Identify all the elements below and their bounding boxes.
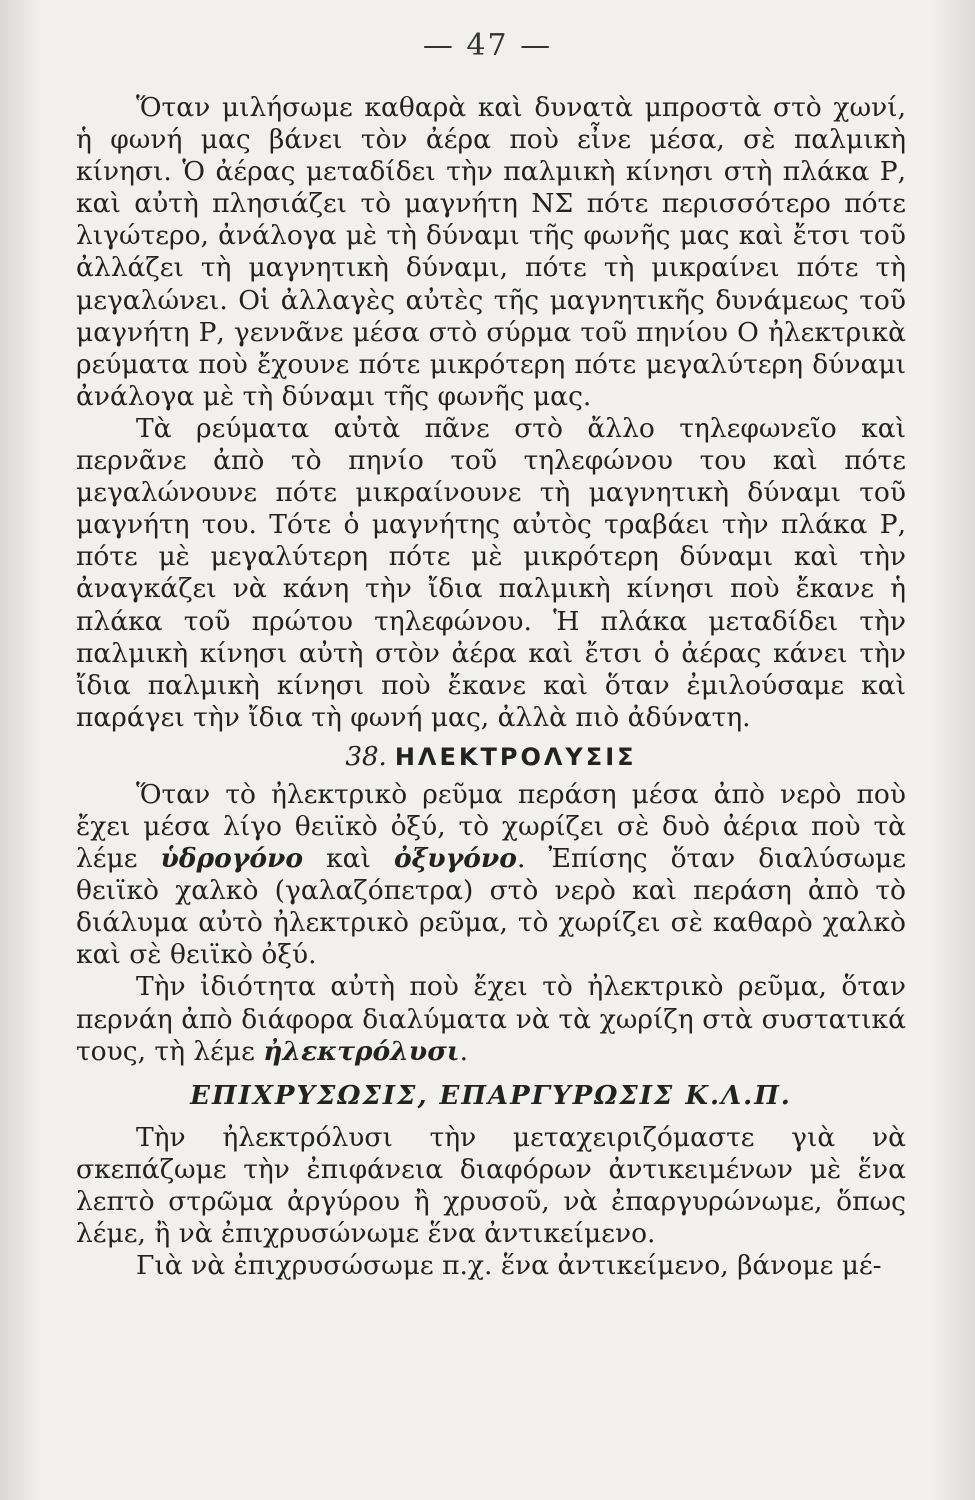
text-segment: Ὅταν τὸ ἠλεκτρικὸ ρεῦμα περάση μέσα ἀπὸ νερὸ ποὺ ἔχει μέσα λίγο θειϊκὸ ὀξύ, τὸ χωρίζει σὲ δυὸ ἀέρια ποὺ τὰ λέμε	[76, 778, 906, 875]
subheading-plating: ΕΠΙΧΡΥΣΩΣΙΣ, ΕΠΑΡΓΥΡΩΣΙΣ Κ.Λ.Π.	[190, 1080, 792, 1111]
paragraph-gilding: Γιὰ νὰ ἐπιχρυσώσωμε π.χ. ἕνα ἀντικείμενο, βάνομε μέ-	[136, 1250, 882, 1282]
section-number: 38.	[345, 741, 387, 772]
page-number: — 47 —	[422, 28, 553, 63]
paragraph-plating: Τὴν ἠλεκτρόλυσι τὴν μεταχειριζόμαστε γιὰ νὰ σκεπάζωμε τὴν ἐπιφάνεια διαφόρων ἀντικειμένων μὲ ἕνα λεπτὸ στρῶμα ἀργύρου ἢ χρυσοῦ, νὰ ἐπαργυρώνωμε, ὅπως λέμε, ἢ νὰ ἐπιχρυσώνωμε ἕνα ἀντικείμενο.	[76, 1121, 906, 1249]
text-segment: Τὴν ἰδιότητα αὐτὴ ποὺ ἔχει τὸ ἠλεκτρικὸ ρεῦμα, ὅταν περνάη ἀπὸ διάφορα διαλύματα νὰ τὰ χωρίζη στὰ συστατικά τους, τὴ λέμε	[76, 971, 906, 1067]
section-heading-38	[76, 741, 906, 773]
text-segment: . Ἐπίσης ὅταν διαλύσωμε θειϊκὸ χαλκὸ (γαλαζόπετρα) στὸ νερὸ καὶ περάση ἀπὸ τὸ διάλυμα αὐτὸ ἠλεκτρικὸ ρεῦμα, τὸ χωρίζει σὲ καθαρὸ χαλκὸ καὶ σὲ θειϊκὸ ὀξύ.	[76, 843, 906, 971]
paragraph-telephone-receiving: Τὰ ρεύματα αὐτὰ πᾶνε στὸ ἄλλο τηλεφωνεῖο καὶ περνᾶνε ἀπὸ τὸ πηνίο τοῦ τηλεφώνου του καὶ πότε μεγαλώνουνε πότε μικραίνουνε τὴ μαγνητικὴ δύναμι τοῦ μαγνήτη του. Τότε ὁ μαγνήτης αὐτὸς τραβάει τὴν πλάκα Ρ, πότε μὲ μεγαλύτερη πότε μὲ μικρότερη δύναμι καὶ τὴν ἀναγκάζει νὰ κάνη τὴν ἴδια παλμικὴ κίνησι ποὺ ἔκανε ἡ πλάκα τοῦ πρώτου τηλεφώνου. Ἡ πλάκα μεταδίδει τὴν παλμικὴ κίνησι αὐτὴ στὸν ἀέρα καὶ ἔτσι ὁ ἀέρας κάνει τὴν ἴδια παλμικὴ κίνησι ποὺ ἔκανε καὶ ὅταν ἐμιλούσαμε καὶ παράγει τὴν ἴδια τὴ φωνή μας, ἀλλὰ πιὸ ἀδύνατη.	[76, 412, 906, 733]
text-segment: .	[459, 1035, 468, 1067]
paragraph-electrolysis-water	[76, 779, 906, 972]
text-segment: καὶ	[303, 843, 394, 875]
term-electrolysis: ἠλεκτρόλυσι	[263, 1035, 460, 1067]
paragraph-telephone-speaking: Ὅταν μιλήσωμε καθαρὰ καὶ δυνατὰ μπροστὰ στὸ χωνί, ἡ φωνή μας βάνει τὸν ἀέρα ποὺ εἶνε μέσα, σὲ παλμικὴ κίνησι. Ὁ ἀέρας μεταδίδει τὴν παλμικὴ κίνησι στὴ πλάκα Ρ, καὶ αὐτὴ πλησιάζει τὸ μαγνήτη ΝΣ πότε περισσότερο πότε λιγώτερο, ἀνάλογα μὲ τὴ δύναμι τῆς φωνῆς μας καὶ ἔτσι τοῦ ἀλλάζει τὴ μαγνητικὴ δύναμι, πότε τὴ μικραίνει πότε τὴ μεγαλώνει. Οἱ ἀλλαγὲς αὐτὲς τῆς μαγνητικῆς δυνάμεως τοῦ μαγνήτη Ρ, γεννᾶνε μέσα στὸ σύρμα τοῦ πηνίου Ο ἠλεκτρικὰ ρεύματα ποὺ ἔχουνε πότε μικρότερη πότε μεγαλύτερη δύναμι ἀνάλογα μὲ τὴ δύναμι τῆς φωνῆς μας.	[76, 92, 906, 412]
paragraph-electrolysis-definition	[76, 971, 906, 1067]
term-oxygen: ὀξυγόνο	[393, 843, 517, 875]
page-content	[76, 92, 906, 1282]
term-hydrogen: ὑδρογόνο	[160, 843, 304, 875]
section-title: ΗΛΕΚΤΡΟΛΥΣΙΣ	[394, 742, 637, 771]
